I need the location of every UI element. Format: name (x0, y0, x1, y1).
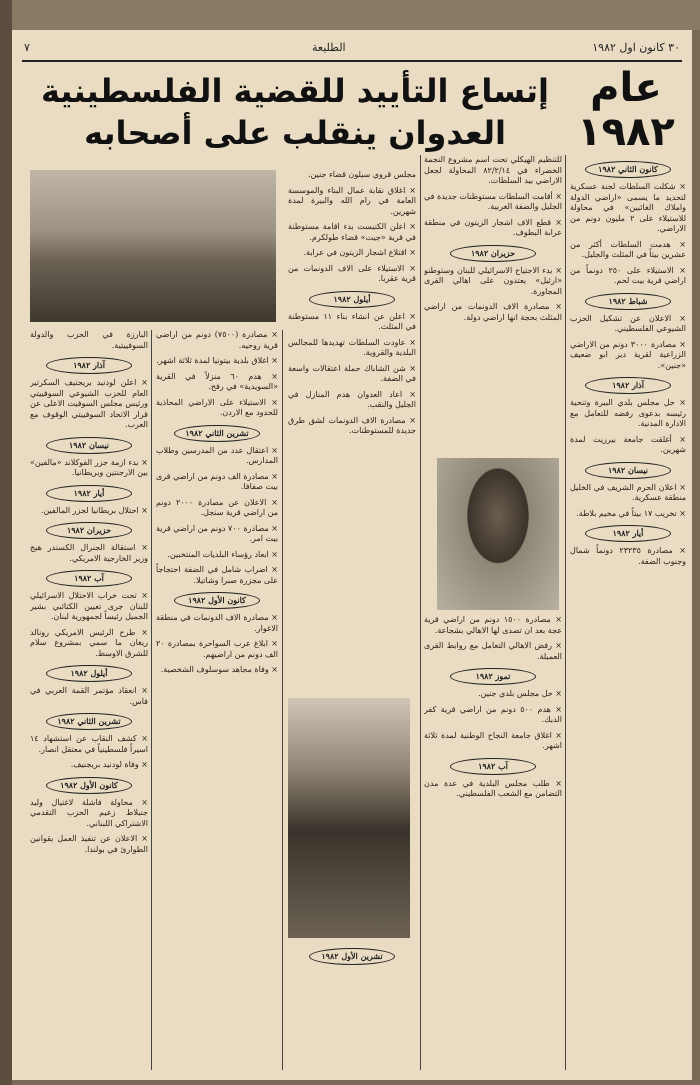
month-heading: كانون الأول ١٩٨٢ (174, 592, 260, 609)
month-heading: شباط ١٩٨٢ (585, 293, 671, 310)
column-chronology-3 (288, 170, 416, 695)
news-item: مجلس قروي سيلون قضاء جنين. (308, 170, 416, 179)
month-heading: آذار ١٩٨٢ (46, 357, 132, 374)
news-item: × مصادرة ٢٣٢٣٥ دونماً شمال وجنوب الضفة. (570, 546, 686, 566)
column-chronology-5 (30, 330, 148, 1070)
news-item: × شكلت السلطات لجنة عسكرية لتحديد ما يسمى «اراضي الدولة واملاك الغائبين» في محاولة للاستيلاء على ٢ مليون دونم من الاراضي. (570, 182, 686, 233)
news-item: × محاولة فاشلة لاغتيال وليد جنبلاط زعيم الحزب التقدمي الاشتراكي اللبناني. (30, 797, 148, 828)
month-heading: آذار ١٩٨٢ (585, 377, 671, 394)
news-item: × هدمت السلطات أكثر من عشرين بيتاً في المثلث والجليل. (570, 239, 686, 259)
news-item: × اغلاق نقابة عمال البناء والموسسة العامة في رام الله والبيرة لمدة شهرين. (288, 185, 416, 216)
year-title: عام ١٩٨٢ (577, 65, 675, 155)
month-heading: أيلول ١٩٨٢ (309, 291, 395, 308)
news-item: × اضراب شامل في الضفة احتجاجاً على مجزرة صبرا وشاتيلا. (156, 565, 278, 585)
news-item: × شن الشاباك حملة اعتقالات واسعة في الضفة. (288, 363, 416, 383)
news-item: × مصادرة الاف الدونمات في منطقة الاغوار. (156, 613, 278, 633)
news-item: × اعلن لودنيد بريجنيف السكرتير العام للحزب الشيوعي السوفييتي ورئيس مجلس السوفيت الاعلى عن قرار الاتحاد السوفييتي الوقوف مع العرب. (30, 378, 148, 429)
news-item: × الاعلان عن تنفيذ العمل بقوانين الطوارئ في بولندا. (30, 834, 148, 854)
month-heading: نيسان ١٩٨٢ (46, 437, 132, 454)
news-item: × مصادرة ٣٠٠٠ دونم من الاراضي الزراعية لقرية دير ابو ضعيف «جنين». (570, 339, 686, 370)
news-item: × وفاة مجاهد سوسلوف الشخصية. (160, 665, 278, 674)
month-heading: حزيران ١٩٨٢ (46, 522, 132, 539)
news-item: × اعلان الحرم الشريف في الخليل منطقة عسكرية. (570, 482, 686, 502)
month-heading: أيار ١٩٨٢ (46, 485, 132, 502)
photo-woman-with-child (288, 698, 410, 938)
news-item: × أغلقت جامعة بيرزيت لمدة شهرين. (570, 434, 686, 454)
month-heading: حزيران ١٩٨٢ (450, 245, 536, 262)
news-item: × الاستيلاء على الاف الدونمات من قرية عقربا. (288, 263, 416, 283)
headline: إتساع التأييد للقضية الفلسطينية العدوان ينقلب على أصحابه (41, 72, 549, 152)
month-heading: نيسان ١٩٨٢ (585, 462, 671, 479)
news-item: × اعلن عن انشاء بناء ١١ مستوطنة في المثلث. (288, 311, 416, 331)
photo-destroyed-village (30, 170, 276, 322)
month-heading: أيلول ١٩٨٢ (46, 665, 132, 682)
news-item: × اعلن الكنيست بدء اقامة مستوطنة في قرية «جيت» قضاء طولكرم. (288, 222, 416, 242)
news-item: × بدء ازمة جزر الفوكلاند «مالفين» بين الارجنتين وبريطانيا. (30, 457, 148, 477)
newspaper-page (12, 30, 692, 1080)
news-item: × كشف النقاب عن استشهاد ١٤ اسيراً فلسطينياً في معتقل انصار. (30, 734, 148, 754)
month-heading: تشرين الثاني ١٩٨٢ (174, 425, 260, 442)
column-chronology-4 (156, 330, 278, 1070)
month-heading: تشرين الثاني ١٩٨٢ (46, 713, 132, 730)
news-item: × مصادرة ٧٠٠ دونم من اراضي قرية بيت امر. (156, 523, 278, 543)
news-item: × مصادرة الاف الدونمات لشق طرق جديدة للمستوطنات. (288, 415, 416, 435)
month-heading: كانون الثاني ١٩٨٢ (585, 161, 671, 178)
month-heading: كانون الأول ١٩٨٢ (46, 777, 132, 794)
issue-date: ٣٠ كانون اول ١٩٨٢ (592, 41, 680, 54)
column-chronology-2 (424, 155, 562, 455)
news-item: × هدم ٥٠٠ دونم من اراضي قرية كفر الديك. (424, 704, 562, 724)
page-header (22, 38, 682, 62)
news-item: × انعقاد مؤتمر القمة العربي في فاس. (30, 686, 148, 706)
month-heading: آب ١٩٨٢ (450, 758, 536, 775)
month-heading: تموز ١٩٨٢ (450, 668, 536, 685)
news-item: × الاستيلاء على الاراضي المحاذية للحدود مع الاردن. (156, 397, 278, 417)
news-item: × ابعاد رؤساء البلديات المنتخبين. (167, 549, 278, 559)
news-item: × طرح الرئيس الامريكي رونالد ريغان ما سمي بمشروع سلام للشرق الاوسط. (30, 627, 148, 658)
publication-name: الطليعة (312, 41, 346, 54)
news-item: × مصادرة الف دونم من اراضي قرى بيت صفافا. (156, 471, 278, 491)
news-item: × حل مجلس بلدي جنين. (478, 689, 562, 698)
news-item: × قطع الاف اشجار الزيتون في منطقة عرابة البطوف. (424, 217, 562, 237)
news-item: × حل مجلس بلدي البيرة وتنحية رئيسه بدعوى رفضه للتعامل مع الادارة المدنية. (570, 398, 686, 428)
news-item: × رفض الاهالي التعامل مع روابط القرى العميلة. (424, 641, 562, 661)
page-number: ٧ (24, 41, 30, 54)
column-chronology-3b (288, 942, 416, 1070)
news-item: × الاعلان عن مصادرة ٢٠٠٠ دونم من اراضي قرية سنجل. (156, 497, 278, 517)
news-item: × اعاد العدوان هدم المنازل في الجليل والنقب. (288, 389, 416, 409)
news-item: × اغلاق بلدية بيتونيا لمدة ثلاثة اشهر. (156, 356, 278, 365)
news-item: × تخريب ١٧ بيتاً في مخيم بلاطة. (576, 508, 686, 518)
news-item: × الاستيلاء على ٢٥٠ دونماً من اراضي قرية بيت لحم. (570, 265, 686, 285)
month-heading: آب ١٩٨٢ (46, 570, 132, 587)
column-rule (151, 330, 152, 1070)
news-item: × وفاة لودنيد بريجنيف. (70, 760, 148, 769)
news-item: × هدم ٦٠ منزلاً في القرية «السويدية» في رفح. (156, 371, 278, 391)
column-rule (420, 155, 421, 1070)
news-item: × الاعلان عن تشكيل الحزب الشيوعي الفلسطيني. (570, 313, 686, 333)
news-item: × ابلاغ عرب السواحرة بمصادرة ٢٠ الف دونم من اراضيهم. (156, 639, 278, 659)
news-item: × مصادرة الاف الدونمات من اراضي المثلث بحجة انها اراضي دولة. (424, 302, 562, 322)
news-item: × اقتلاع اشجار الزيتون في عرابة. (303, 248, 416, 257)
month-heading: تشرين الأول ١٩٨٢ (309, 948, 395, 965)
photo-portrait (437, 458, 559, 610)
column-chronology-2b (424, 615, 562, 1070)
news-item: × اغلاق جامعة النجاح الوطنية لمدة ثلاثة اشهر. (424, 730, 562, 750)
column-rule (282, 330, 283, 1070)
news-item: للتنظيم الهيكلي تحت اسم مشروع النجمة الخضراء في ٨٢/٢/١٤ المحاولة لجعل الاراضي بيد السلطات. (424, 155, 562, 185)
column-rule (565, 155, 566, 1070)
news-item: × عاودت السلطات تهديدها للمجالس البلدية والقروية. (288, 337, 416, 357)
column-chronology-1 (570, 155, 686, 1070)
news-item: البارزة في الحزب والدولة السوفييتية. (30, 330, 148, 350)
news-item: × تحت خراب الاحتلال الاسرائيلي للبنان جرى تعيين الكتائبي بشير الجميل رئيساً لجمهورية لبنان. (30, 591, 148, 621)
news-item: × اعتقال عدد من المدرسين وطلاب المدارس. (156, 445, 278, 465)
news-item: × مصادرة ١٥٠٠ دونم من اراضي قرية عجة بعد ان تصدى لها الاهالي بشجاعة. (424, 615, 562, 635)
scan-background (0, 0, 700, 30)
page-binding-edge (0, 0, 12, 1085)
news-item: × أقامت السلطات مستوطنات جديدة في الجليل والضفة الغربية. (424, 191, 562, 211)
news-item: × استقالة الجنرال الكسندر هيج وزير الخارجية الامريكي. (30, 543, 148, 563)
news-item: × مصادرة (٧٥٠٠) دونم من اراضي قرية روحيه. (156, 330, 278, 350)
month-heading: أيار ١٩٨٢ (585, 525, 671, 542)
news-item: × احتلال بريطانيا لجزر المالفين. (40, 505, 148, 515)
news-item: × طلب مجلس البلدية في عدة مدن التضامن مع الشعب الفلسطيني. (424, 778, 562, 798)
news-item: × بدء الاجتياح الاسرائيلي للبنان وستوطنو «ارئيل» يعتدون على اهالي القرى المجاورة. (424, 265, 562, 296)
